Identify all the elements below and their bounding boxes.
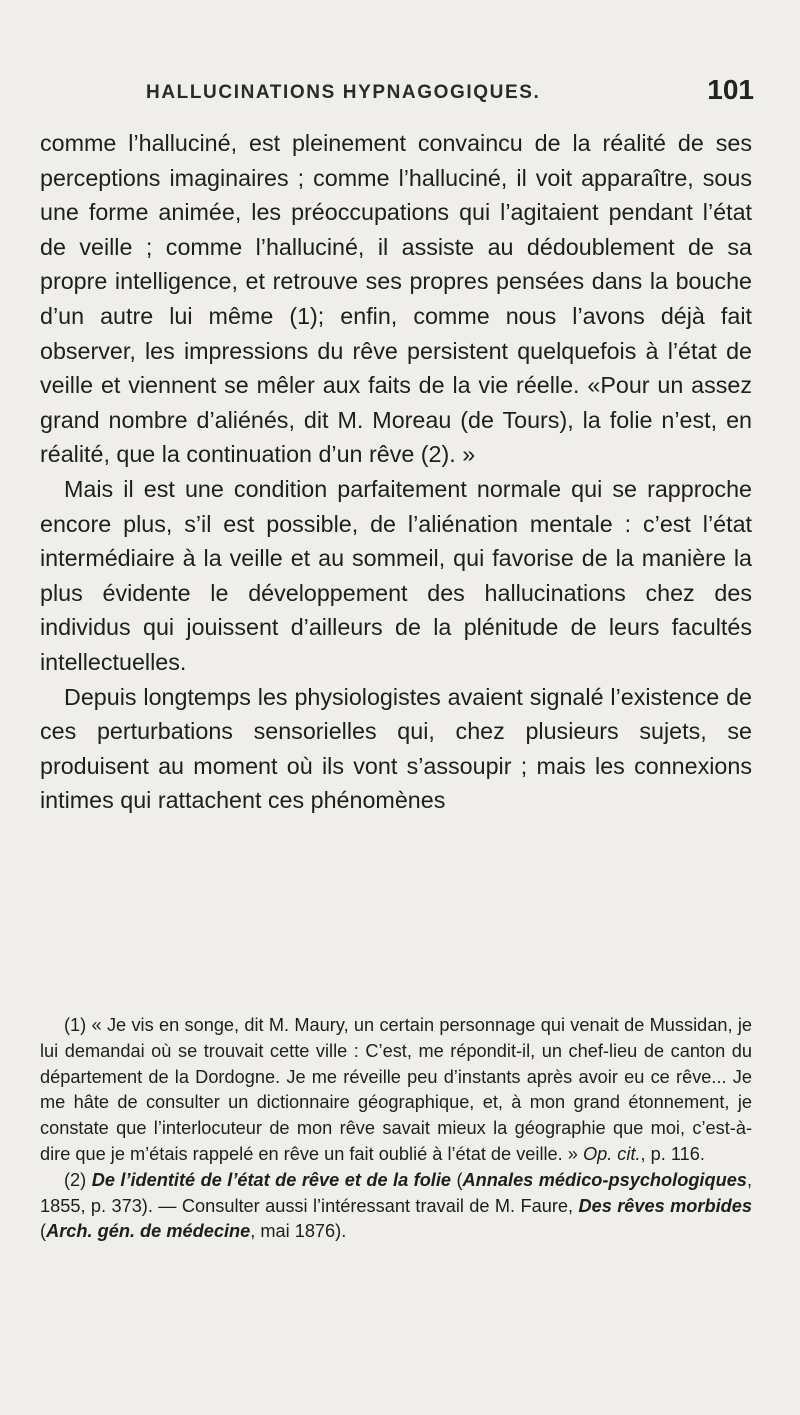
footnote-2-end: , mai 1876). xyxy=(250,1221,347,1242)
main-text xyxy=(40,126,752,818)
page-header xyxy=(40,74,754,118)
paragraph: Depuis longtemps les physiologistes avaient signalé l’existence de ces perturbations sensorielles qui, chez plusieurs sujets, se produisent au moment où ils vont s’assoupir ; mais les connexions intimes qui rattachent ces phénomènes xyxy=(40,683,752,814)
footnote-1 xyxy=(40,1013,752,1168)
footnote-1-source: Op. cit. xyxy=(582,1143,641,1164)
footnote-1-page: , p. 116. xyxy=(640,1143,705,1164)
footnote-2-paren-open: ( xyxy=(451,1169,463,1190)
footnote-2-journal: Annales médico-psychologiques xyxy=(462,1169,747,1190)
running-title: HALLUCINATIONS HYPNAGOGIQUES. xyxy=(146,82,541,103)
footnote-2 xyxy=(40,1168,752,1245)
footnote-1-text: (1) « Je vis en songe, dit M. Maury, un certain personnage qui venait de Mussidan, je lui demandai où se trouvait cette ville : C’est, me répondit-il, un chef-lieu de canton du département de la Dordogne. Je me réveille peu d’instants après avoir eu ce rêve... Je me hâte de consulter un dictionnaire géographique, et, à mon grand étonnement, je constate que l’interlocuteur de mon rêve savait mieux la géographie que moi, c’est-à-dire que je m’étais rappelé en rêve un fait oublié à l’état de veille. » xyxy=(40,1015,752,1164)
footnote-2-paren2-open: ( xyxy=(40,1221,47,1242)
footnote-2-detail: , 1855, p. 373). — Consulter aussi l’intéressant travail de M. Faure, xyxy=(40,1169,752,1216)
footnote-2-title: De l’identité de l’état de rêve et de la folie xyxy=(91,1169,452,1190)
page-number: 101 xyxy=(707,74,754,105)
paragraph: Mais il est une condition parfaitement normale qui se rapproche encore plus, s’il est possible, de l’aliénation mentale : c’est l’état intermédiaire à la veille et au sommeil, qui favorise de la manière la plus évidente le développement des hallucinations chez des individus qui jouissent d’ailleurs de la plénitude de leurs facultés intellectuelles. xyxy=(40,475,752,675)
footnotes xyxy=(40,1013,752,1245)
footnote-2-number: (2) xyxy=(64,1169,87,1190)
footnote-2-work: Des rêves morbides xyxy=(578,1195,752,1216)
footnote-2-work-journal: Arch. gén. de médecine xyxy=(46,1221,251,1242)
paragraph: comme l’halluciné, est pleinement convaincu de la réalité de ses perceptions imaginaires ; comme l’halluciné, il voit apparaître, sous une forme animée, les préoccupations qui l’agitaient pendant l’état de veille ; comme l’halluciné, il assiste au dédoublement de sa propre intelligence, et retrouve ses propres pensées dans la bouche d’un autre lui même (1); enfin, comme nous l’avons déjà fait observer, les impressions du rêve persistent quelquefois à l’état de veille et viennent se mêler aux faits de la vie réelle. «Pour un assez grand nombre d’aliénés, dit M. Moreau (de Tours), la folie n’est, en réalité, que la continuation d’un rêve (2). » xyxy=(40,130,752,468)
